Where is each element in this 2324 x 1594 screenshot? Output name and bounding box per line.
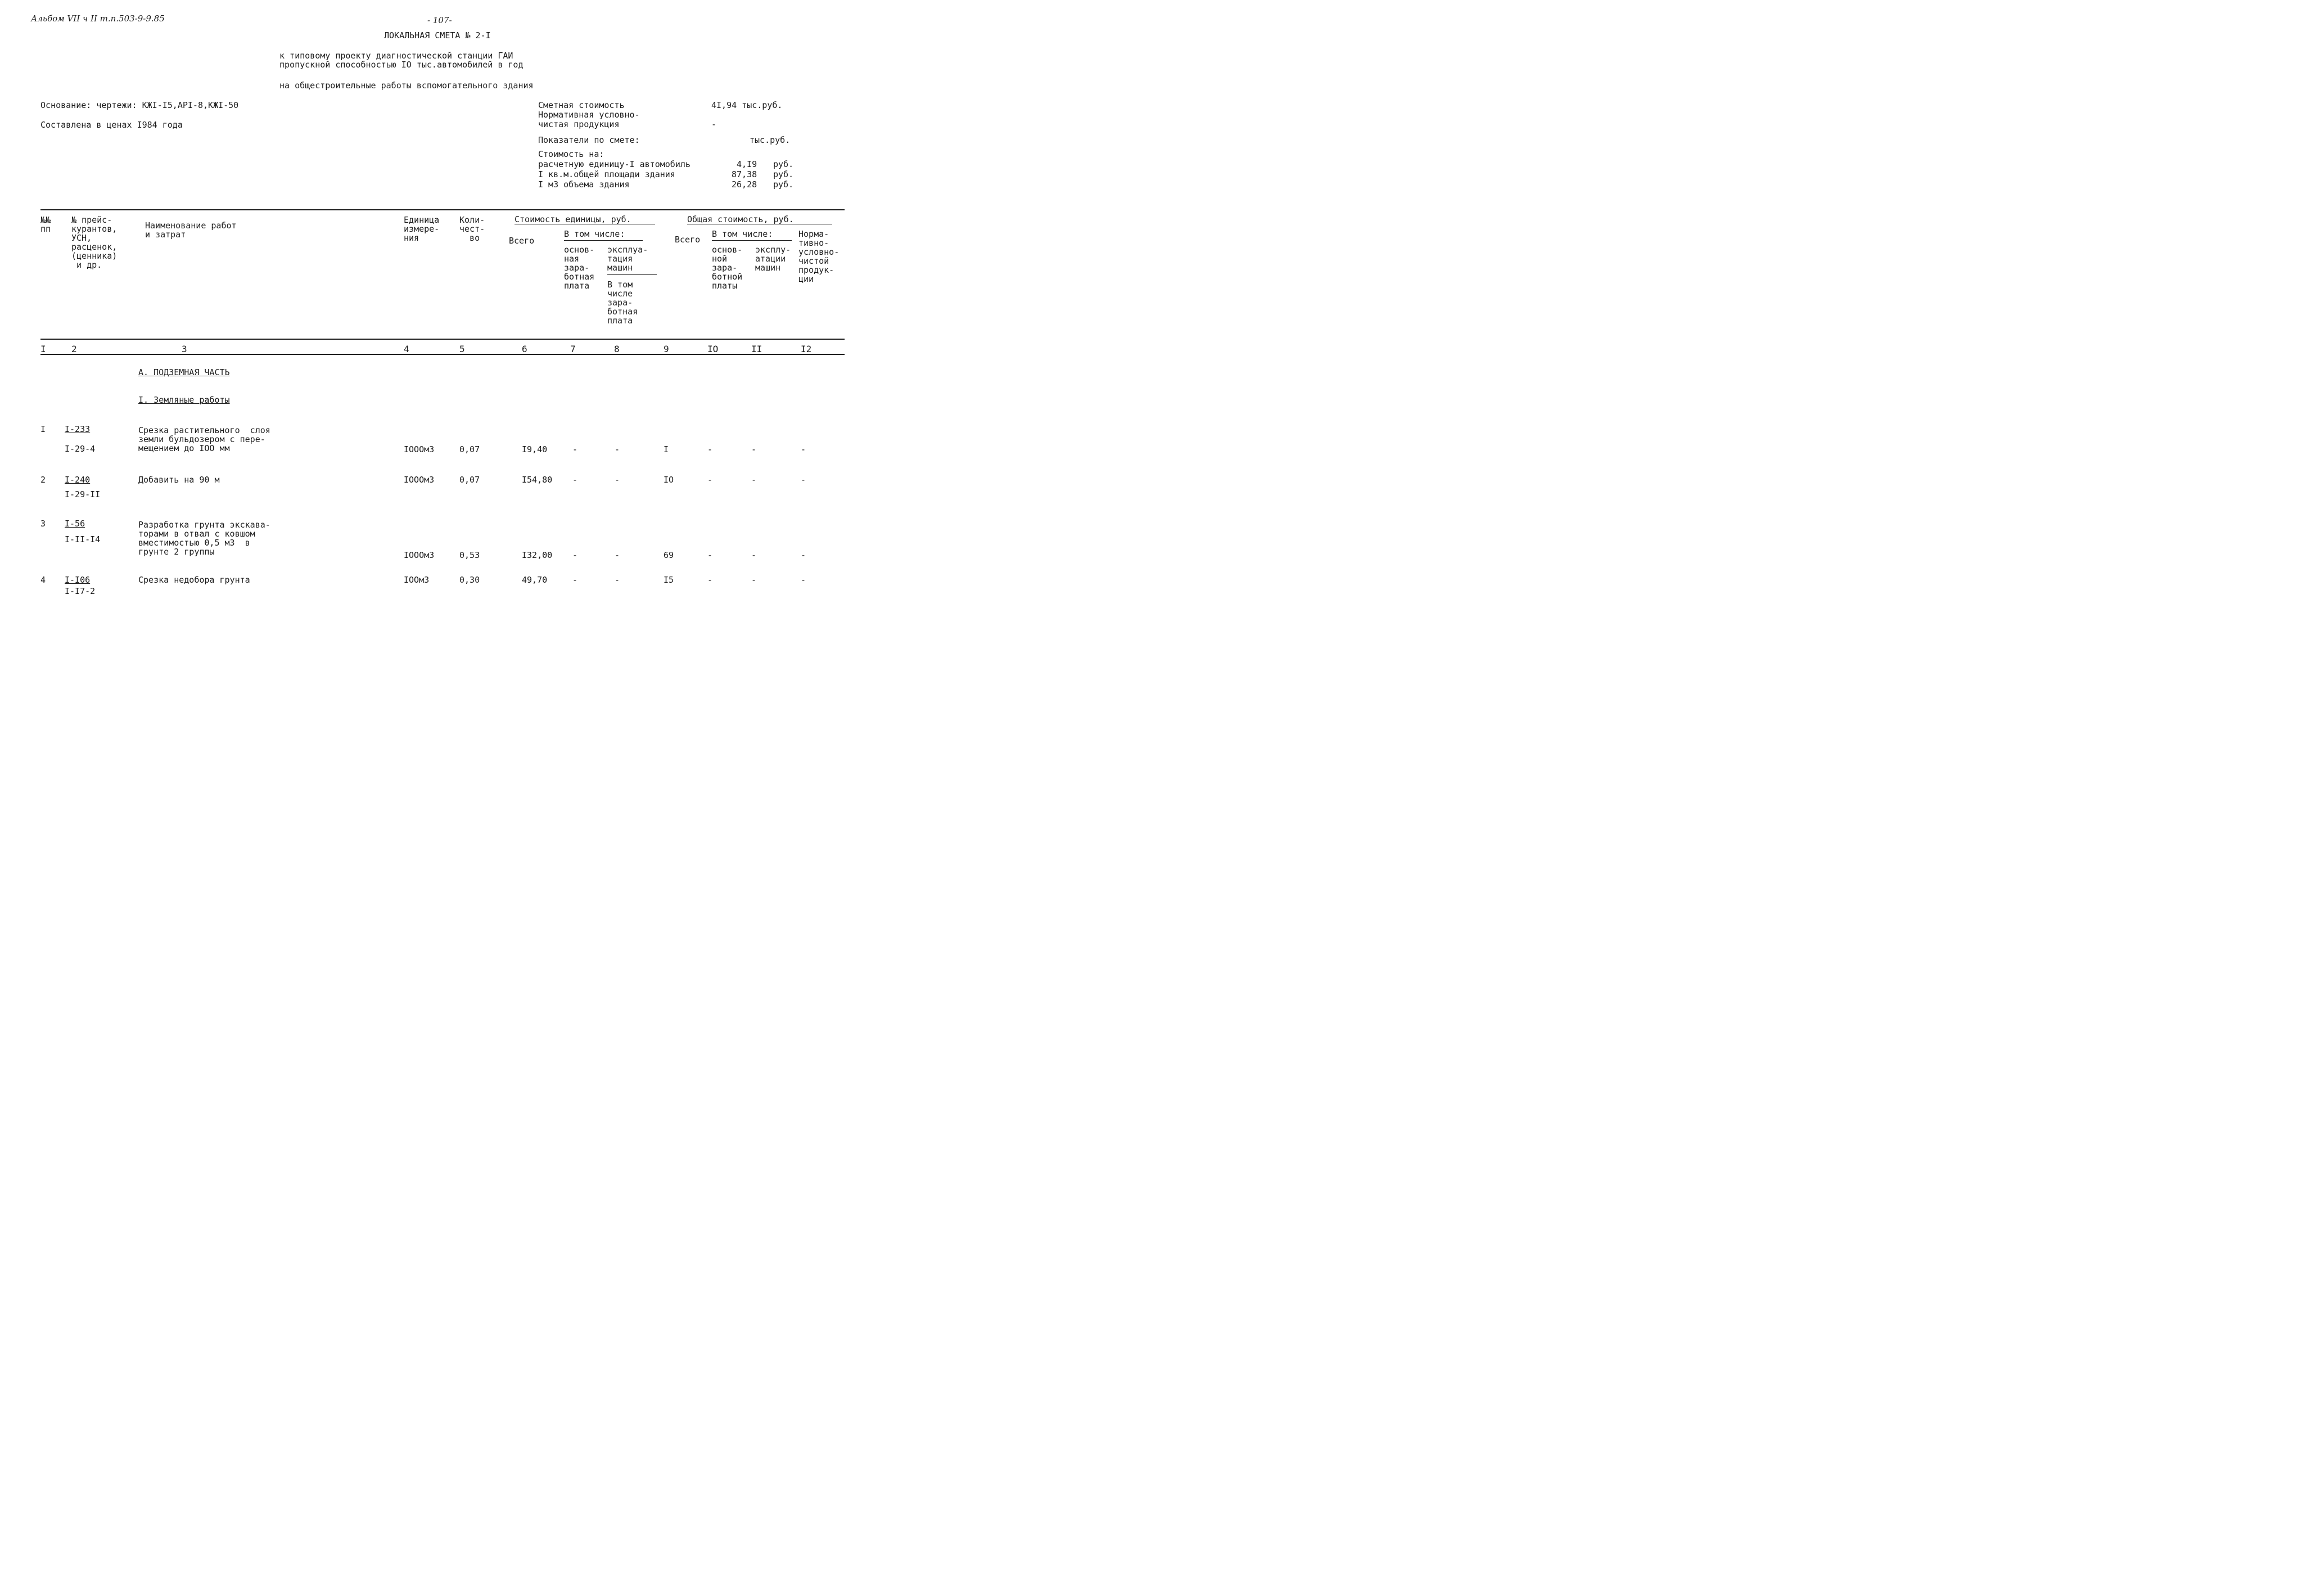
header-total-cost-group: Общая стоимость, руб. (687, 214, 794, 224)
total-cost: 69 (664, 550, 674, 560)
price-code-secondary: I-29-4 (65, 444, 96, 454)
summary-row-unit: руб. (773, 169, 794, 179)
header-unit-total: Всего (509, 236, 535, 246)
section-heading: А. ПОДЗЕМНАЯ ЧАСТЬ (138, 367, 230, 377)
column-number: 9 (664, 344, 669, 354)
price-code-secondary: I-II-I4 (65, 534, 101, 544)
work-name: Разработка грунта экскава- торами в отвал с ковшом вместимостью 0,5 м3 в грунте 2 группы (138, 520, 270, 557)
total-cost: I (664, 444, 669, 454)
summary-row-label: I кв.м.общей площади здания (538, 169, 675, 179)
summary-norm-value: - (711, 119, 717, 129)
total-base-wage: - (707, 550, 713, 560)
column-number: 3 (182, 344, 187, 354)
base-wage: - (572, 475, 578, 485)
row-number: 3 (40, 519, 46, 529)
norm-net-product: - (801, 550, 806, 560)
summary-cost-per-label: Стоимость на: (538, 149, 604, 159)
total-base-wage: - (707, 475, 713, 485)
machine-cost: - (615, 444, 620, 454)
header-unit-cost-group: Стоимость единицы, руб. (515, 214, 631, 224)
work-name: Срезка растительного слоя земли бульдозером с пере- мещением до IOO мм (138, 425, 270, 453)
work-name: Добавить на 90 м (138, 475, 220, 485)
quantity: 0,53 (459, 550, 480, 560)
machine-cost: - (615, 575, 620, 585)
summary-indicators-label: Показатели по смете: (538, 135, 640, 145)
header-overall-total: Всего (675, 235, 701, 245)
column-number: 5 (459, 344, 465, 354)
column-numbers-rule (40, 354, 845, 355)
price-code: I-56 (65, 519, 85, 529)
price-code-secondary: I-I7-2 (65, 586, 96, 596)
header-work-name: Наименование работ и затрат (145, 220, 237, 240)
header-base-wage: основ- ная зара- ботная плата (564, 245, 595, 291)
price-code: I-233 (65, 424, 91, 434)
margin-note: Альбом VII ч II т.п.503-9-9.85 (31, 13, 165, 24)
total-base-wage: - (707, 575, 713, 585)
summary-row-unit: руб. (773, 159, 794, 169)
column-number: 6 (522, 344, 527, 354)
unit: IOOм3 (404, 575, 430, 585)
summary-row-value: 4,I9 (737, 159, 757, 169)
quantity: 0,30 (459, 575, 480, 585)
basis-line: Основание: чертежи: КЖI-I5,API-8,КЖI-50 (40, 100, 239, 110)
incl-7-8-rule (564, 240, 643, 241)
base-wage: - (572, 575, 578, 585)
work-name: Срезка недобора грунта (138, 575, 250, 585)
unit-price: I9,40 (522, 444, 548, 454)
column-number: 4 (404, 344, 409, 354)
total-cost: IO (664, 475, 674, 485)
base-wage: - (572, 550, 578, 560)
header-incl-10-11: В том числе: (712, 229, 773, 239)
row-number: I (40, 424, 46, 434)
column-number: 7 (570, 344, 576, 354)
unit: IOOOм3 (404, 475, 435, 485)
header-bottom-rule (40, 339, 845, 340)
summary-row-label: расчетную единицу-I автомобиль (538, 159, 691, 169)
total-machine: - (751, 575, 757, 585)
total-base-wage: - (707, 444, 713, 454)
price-code: I-I06 (65, 575, 91, 585)
document-title: ЛОКАЛЬНАЯ СМЕТА № 2-I (384, 30, 491, 40)
subtitle-line-2: пропускной способностью IO тыс.автомобилей в год (279, 60, 524, 70)
header-unit: Единица измере- ния (404, 215, 440, 243)
header-price-codes: № прейс- курантов, УСН, расценок, (ценника) и др. (71, 215, 118, 270)
unit: IOOOм3 (404, 550, 435, 560)
subtitle-line-3: на общестроительные работы вспомогательного здания (279, 80, 534, 91)
total-machine: - (751, 475, 757, 485)
summary-row-value: 87,38 (732, 169, 757, 179)
unit-price: I32,00 (522, 550, 553, 560)
unit: IOOOм3 (404, 444, 435, 454)
unit-price: I54,80 (522, 475, 553, 485)
summary-norm-label-1: Нормативная условно- (538, 110, 640, 120)
column-number: II (751, 344, 762, 354)
summary-row-value: 26,28 (732, 179, 757, 190)
summary-indicators-unit: тыс.руб. (750, 135, 791, 145)
machine-cost: - (615, 550, 620, 560)
header-total-base-wage: основ- ной зара- ботной платы (712, 245, 743, 291)
header-top-rule (40, 209, 845, 210)
price-code-secondary: I-29-II (65, 489, 101, 499)
unit-price: 49,70 (522, 575, 548, 585)
machine-rule (607, 274, 657, 275)
column-number: I2 (801, 344, 812, 354)
summary-cost-value: 4I,94 тыс.руб. (711, 100, 783, 110)
summary-cost-label: Сметная стоимость (538, 100, 625, 110)
quantity: 0,07 (459, 444, 480, 454)
header-machine-wage: В том числе зара- ботная плата (607, 280, 638, 326)
quantity: 0,07 (459, 475, 480, 485)
summary-row-unit: руб. (773, 179, 794, 190)
page-number: - 107- (427, 15, 452, 25)
total-machine: - (751, 550, 757, 560)
summary-row-label: I м3 объема здания (538, 179, 630, 190)
summary-norm-label-2: чистая продукция (538, 119, 620, 129)
column-number: IO (707, 344, 719, 354)
column-number: 8 (614, 344, 620, 354)
header-row-number: №№ пп (40, 215, 51, 234)
header-norm-net-product: Норма- тивно- условно- чистой продук- ции (798, 229, 840, 284)
header-incl-7-8: В том числе: (564, 229, 625, 239)
price-code: I-240 (65, 475, 91, 485)
header-machine-operation: эксплуа- тация машин (607, 245, 648, 273)
prices-year: Составлена в ценах I984 года (40, 120, 183, 130)
machine-cost: - (615, 475, 620, 485)
row-number: 4 (40, 575, 46, 585)
subsection-heading: I. Земляные работы (138, 395, 230, 405)
total-cost: I5 (664, 575, 674, 585)
total-machine: - (751, 444, 757, 454)
row-number: 2 (40, 475, 46, 485)
norm-net-product: - (801, 475, 806, 485)
column-number: 2 (71, 344, 77, 354)
column-number: I (40, 344, 46, 354)
incl-10-11-rule (712, 240, 792, 241)
base-wage: - (572, 444, 578, 454)
norm-net-product: - (801, 575, 806, 585)
header-quantity: Коли- чест- во (459, 215, 485, 243)
header-total-machine: эксплу- атации машин (755, 245, 791, 273)
subtitle-line-1: к типовому проекту диагностической станции ГАИ (279, 51, 513, 61)
norm-net-product: - (801, 444, 806, 454)
